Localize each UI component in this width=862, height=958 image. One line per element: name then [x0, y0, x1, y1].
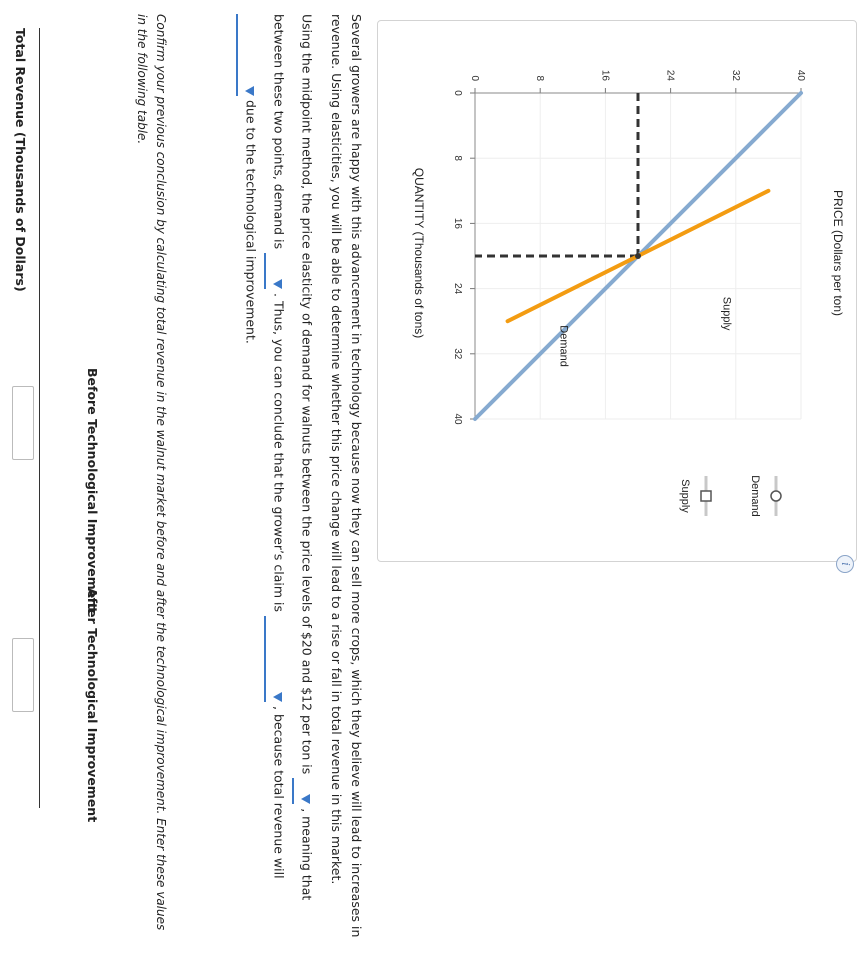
- supply-curve-label: Supply: [720, 296, 733, 331]
- legend[interactable]: [679, 475, 781, 517]
- x-tick-label: 8: [452, 155, 463, 161]
- header-after: After Technological Improvement: [85, 588, 100, 823]
- claim-dropdown[interactable]: [264, 616, 292, 702]
- elasticity-paragraph: [236, 14, 320, 939]
- instruction-paragraph: Confirm your previous conclusion by calculating total revenue in the walnut market before and after the technological improvement. Enter these values in the following table.: [135, 14, 168, 931]
- square-marker-icon[interactable]: [701, 491, 711, 501]
- graph-card: [377, 20, 857, 566]
- elasticity-text-4: , because total revenue will: [271, 706, 287, 879]
- axis-ticks: [452, 70, 806, 425]
- elasticity-text-3: . Thus, you can conclude that the grower’s claim is: [271, 293, 287, 613]
- x-tick-label: 24: [452, 283, 463, 295]
- legend-label-demand: Demand: [749, 475, 761, 517]
- demand-type-dropdown[interactable]: [264, 253, 292, 289]
- x-tick-label: 40: [452, 413, 463, 425]
- equilibrium-point: [635, 253, 641, 259]
- chevron-down-icon: [301, 794, 310, 804]
- y-tick-label: 16: [599, 69, 611, 81]
- revenue-after-input[interactable]: [12, 638, 34, 712]
- x-tick-label: 32: [452, 348, 463, 360]
- x-tick-label: 0: [452, 90, 463, 96]
- intro-paragraph: Several growers are happy with this advancement in technology because now they can sell more crops, which they believe will lead to increases in revenue. Using elasticities, you will be able to determine whether this price change will lead to a rise or fall in total revenue in this market.: [329, 14, 364, 938]
- revenue-before-input[interactable]: [12, 386, 34, 460]
- chevron-down-icon: [245, 86, 254, 96]
- elasticity-text-1: Using the midpoint method, the price elasticity of demand for walnuts between the price levels of $20 and $12 per ton is: [299, 14, 315, 775]
- x-tick-label: 16: [452, 217, 463, 229]
- help-icon[interactable]: i: [836, 555, 854, 573]
- chevron-down-icon: [273, 692, 282, 702]
- elasticity-value-dropdown[interactable]: [292, 778, 320, 804]
- y-tick-label: 0: [469, 75, 480, 81]
- y-tick-label: 8: [534, 75, 546, 81]
- series: [475, 93, 801, 419]
- elasticity-text-2: , meaning that between these two points, demand is: [271, 14, 315, 901]
- header-before: Before Technological Improvement: [85, 368, 100, 614]
- circle-marker-icon[interactable]: [771, 491, 781, 501]
- chevron-down-icon: [273, 279, 282, 289]
- x-axis-title: QUANTITY (Thousands of tons): [412, 167, 426, 339]
- row-label-total-revenue: Total Revenue (Thousands of Dollars): [13, 28, 28, 292]
- y-axis-title: PRICE (Dollars per ton): [831, 189, 845, 317]
- y-tick-label: 40: [795, 69, 806, 81]
- elasticity-text-5: due to the technological improvement.: [243, 99, 259, 344]
- supply-demand-chart: [378, 21, 856, 561]
- demand-curve-label: Demand: [557, 325, 570, 367]
- y-tick-label: 24: [664, 69, 676, 81]
- y-tick-label: 32: [729, 69, 741, 81]
- table-divider: [39, 28, 40, 808]
- legend-label-supply: Supply: [679, 479, 691, 513]
- revenue-change-dropdown[interactable]: [236, 14, 264, 96]
